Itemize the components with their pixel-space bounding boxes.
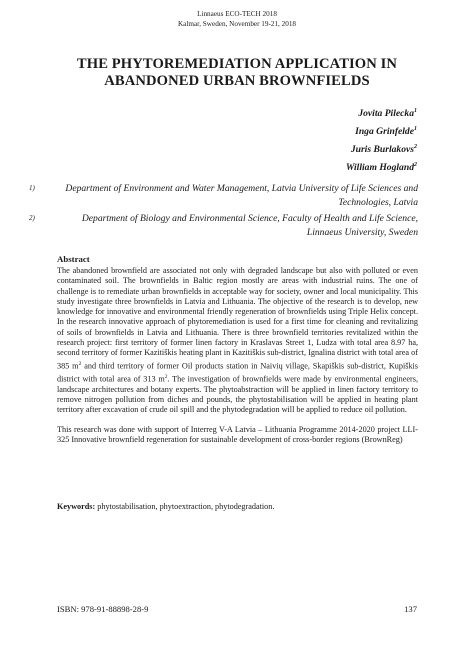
author: Inga Grinfelde$^1$ [355, 125, 417, 138]
author: Jovita Pilecka$^1$ [358, 108, 417, 120]
abstract-heading: Abstract [57, 254, 90, 264]
title-line-2: ABANDONED URBAN BROWNFIELDS [104, 73, 370, 89]
abstract-body [57, 266, 418, 445]
abstract-paragraph: The abandoned brownfield are associated not only with degraded landscape but also with polluted or even contaminated soil. The brownfields in Baltic region mostly are areas with industrial ruins. The one of challenge is to remediate urban brownfields in acceptable way for society, owner and local municipality. This study investigate three brownfields in Latvia and Lithuania. The objective of the research is to develop, new knowledge for innovative and environmental friendly regeneration of brownfields using Triple Helix concept. In the research innovative approach of phytoremediation is used for a first time for cleaning and revitalizing of soils of brownfields in Latvia and Lithuania. There is three brownfield territories revitalized within the research project: first territory of former linen factory in Kraslavas Street 1, Ludza with total area 8.97 ha, second territory of former Kazitiškis heating plant in Kazitiškis sub-district, Ignalina district with total area of 385 $m^2$ and third territory of former Oil products station in Naivių village, Skapiškis sub-district, Kupiškis district with total area of 313 $m^2$. The investigation of brownfields were made by environmental engineers, landscape architectures and botany experts. The phytoabstraction will be applied in linen factory territory to remove nitrogen pollution from diches and pounds, the phytostabilisation will be applied in heating plant territory after excavation of crude oil spill and the phytodegradation will be applied to reduce oil pollution. [57, 266, 419, 415]
author-list [346, 104, 417, 176]
affiliation-mark: 2) [29, 214, 35, 222]
affiliation-text: Department of Environment and Water Management, Latvia University of Life Sciences and Technologies, Latvia [65, 183, 418, 209]
author: William Hogland$^2$ [345, 161, 417, 174]
conference-location-dates: Kalmar, Sweden, November 19-21, 2018 [177, 20, 297, 28]
conference-header [0, 9, 474, 29]
affiliation-mark: 1) [29, 184, 35, 192]
affiliation-text: Department of Biology and Environmental Science, Faculty of Health and Life Science, Linnaeus University, Sweden [81, 213, 418, 239]
isbn: ISBN: 978-91-88898-28-9 [57, 604, 149, 614]
title-line-1: THE PHYTOREMEDIATION APPLICATION IN [76, 56, 398, 72]
keywords-label: Keywords: [57, 502, 96, 511]
abstract-paragraph: This research was done with support of Interreg V-A Latvia – Lithuania Programme 2014-2020 project LLI-325 Innovative brownfield regeneration for sustainable development of cross-border regions (BrownReg) [57, 424, 418, 444]
affiliation-2 [29, 212, 418, 240]
paper-title [40, 56, 434, 90]
author: Juris Burlakovs$^2$ [350, 143, 417, 156]
keywords [57, 502, 418, 512]
affiliation-1 [29, 182, 418, 210]
keywords-text: phytostabilisation, phytoextraction, phytodegradation. [95, 502, 275, 511]
conference-name: Linnaeus ECO-TECH 2018 [197, 10, 277, 18]
page-number: 137 [404, 604, 417, 614]
